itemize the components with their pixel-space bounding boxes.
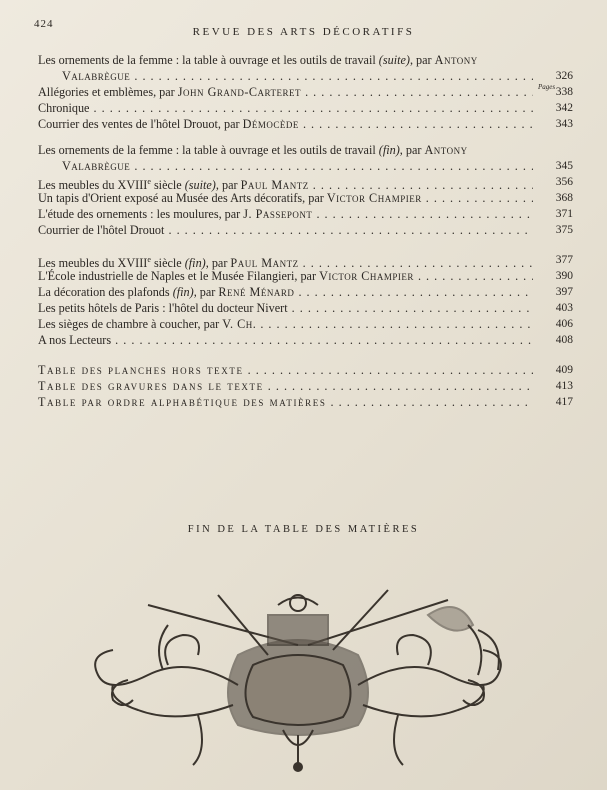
toc-entry <box>38 284 573 300</box>
entry-title: Un tapis d'Orient exposé au Musée des Arts décoratifs, par <box>38 191 327 205</box>
entry-author: Démocède <box>242 117 299 131</box>
toc-entry <box>38 142 573 158</box>
toc-entry <box>38 252 573 271</box>
entry-by: , par <box>409 53 435 67</box>
entry-qualifier: (fin) <box>378 143 400 157</box>
table-entry-title: Table des gravures dans le texte <box>38 379 264 393</box>
entry-title-cont: siècle <box>150 256 185 271</box>
entry-page-number: 397 <box>555 286 573 298</box>
entry-title: Courrier des ventes de l'hôtel Drouot, par <box>38 117 243 131</box>
entry-page-number: 408 <box>555 334 573 346</box>
entry-superscript: e <box>147 177 151 186</box>
entry-page-number: 409 <box>555 364 573 376</box>
entry-title-cont: siècle <box>150 178 185 193</box>
entry-by: , par <box>215 178 241 193</box>
entry-title: A nos Lecteurs <box>38 333 112 347</box>
entry-page-number: 342 <box>555 102 573 114</box>
end-of-table-title: FIN DE LA TABLE DES MATIÈRES <box>187 524 420 535</box>
entry-qualifier: (suite) <box>378 53 410 67</box>
entry-page-number: 417 <box>555 396 573 408</box>
entry-superscript: e <box>147 255 151 264</box>
entry-title: Courrier de l'hôtel Drouot <box>38 223 165 237</box>
entry-author: René Ménard <box>218 285 295 299</box>
running-title: REVUE DES ARTS DÉCORATIFS <box>192 26 415 38</box>
entry-page-number: 406 <box>555 318 573 330</box>
entry-author: Valabrègue <box>62 69 131 83</box>
entry-page-number: 368 <box>555 192 573 204</box>
entry-page-number: 338 <box>555 86 573 98</box>
entry-qualifier: (fin) <box>184 256 206 271</box>
page-header <box>0 18 607 42</box>
entry-author: Victor Champier <box>326 191 422 205</box>
entry-author: Victor Champier <box>319 269 414 283</box>
entry-title: L'étude des ornements : les moulures, par <box>38 207 244 221</box>
entry-title: Les ornements de la femme : la table à ouvrage et les outils de travail <box>38 143 379 157</box>
entry-page-number: 343 <box>555 118 573 130</box>
entry-title: Les meubles du XVIII <box>38 178 148 193</box>
table-of-contents <box>38 52 573 410</box>
entry-page-number: 375 <box>555 224 573 236</box>
pages-column-label: Pages <box>538 83 556 91</box>
entry-title: L'École industrielle de Naples et le Musée Filangieri, par <box>38 269 320 283</box>
toc-table-entry <box>38 378 573 394</box>
entry-author: Antony <box>434 53 478 67</box>
entry-page-number: 403 <box>555 302 573 314</box>
toc-entry <box>38 300 573 316</box>
entry-author: Paul Mantz <box>240 178 309 193</box>
toc-table-entry <box>38 394 573 410</box>
ornamental-vignette-image <box>68 585 528 775</box>
toc-entry <box>38 100 573 116</box>
table-entry-title: Table des planches hors texte <box>38 363 244 377</box>
entry-author: J. Passepont <box>243 207 313 221</box>
toc-entry <box>38 68 573 84</box>
entry-qualifier: (fin) <box>172 285 194 299</box>
entry-by: , par <box>205 256 231 271</box>
toc-entry <box>38 84 573 100</box>
entry-title: La décoration des plafonds <box>38 285 173 299</box>
toc-entry <box>38 116 573 132</box>
entry-title: Les sièges de chambre à coucher, par <box>38 317 223 331</box>
entry-title: Les ornements de la femme : la table à ouvrage et les outils de travail <box>38 53 379 67</box>
entry-page-number: 326 <box>555 70 573 82</box>
toc-entry <box>38 206 573 222</box>
entry-author: V. Ch. <box>222 317 257 331</box>
entry-author: Paul Mantz <box>230 256 299 271</box>
entry-page-number: 345 <box>555 160 573 172</box>
entry-title: Chronique <box>38 101 90 115</box>
entry-page-number: 413 <box>555 380 573 392</box>
toc-entry <box>38 332 573 348</box>
page-number: 424 <box>34 18 54 30</box>
entry-title: Les petits hôtels de Paris : l'hôtel du docteur Nivert <box>38 301 288 315</box>
entry-author: John Grand-Carteret <box>177 85 302 99</box>
entry-author: Antony <box>424 143 468 157</box>
entry-title: Allégories et emblèmes, par <box>38 85 178 99</box>
entry-page-number: 377 <box>555 254 573 266</box>
toc-entry <box>38 174 573 193</box>
toc-entry <box>38 52 573 68</box>
entry-title: Les meubles du XVIII <box>38 256 148 271</box>
toc-entry <box>38 222 573 238</box>
entry-by: , par <box>399 143 425 157</box>
entry-qualifier: (suite) <box>184 178 216 193</box>
toc-entry <box>38 190 573 206</box>
toc-table-entry <box>38 362 573 378</box>
entry-page-number: 371 <box>555 208 573 220</box>
entry-page-number: 356 <box>555 176 573 188</box>
toc-entry <box>38 316 573 332</box>
entry-by: , par <box>193 285 219 299</box>
toc-entry <box>38 268 573 284</box>
entry-page-number: 390 <box>555 270 573 282</box>
entry-author: Valabrègue <box>62 159 131 173</box>
table-entry-title: Table par ordre alphabétique des matières <box>38 395 327 409</box>
toc-entry <box>38 158 573 174</box>
